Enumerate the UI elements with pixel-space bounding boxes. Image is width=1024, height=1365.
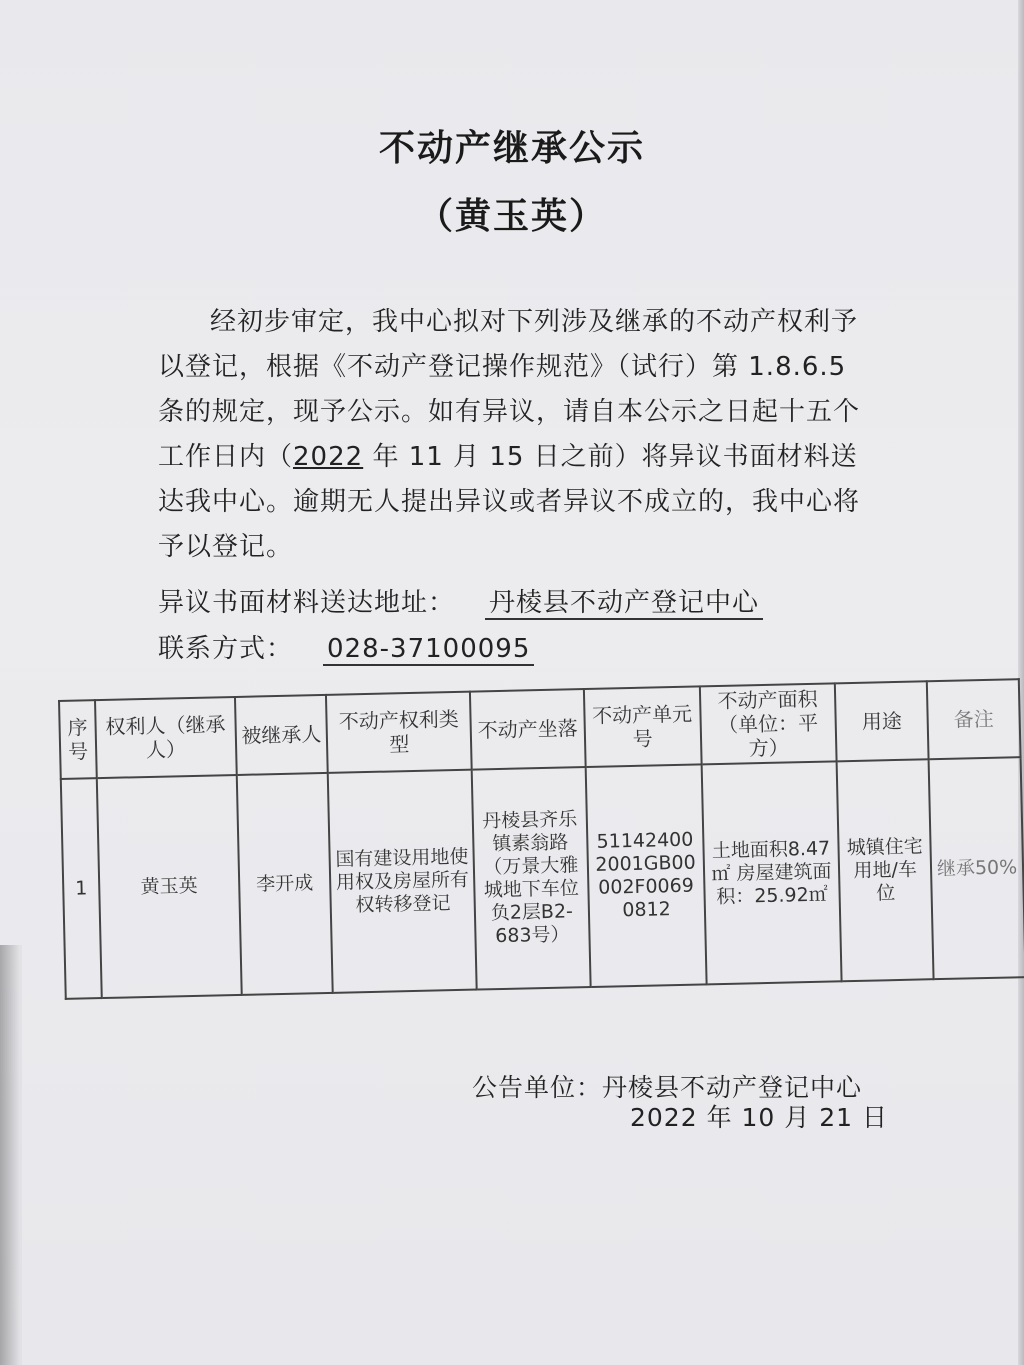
- paper-shadow: [0, 945, 22, 1365]
- notice-text-part2: 年 11 月 15 日之前）将异议书面材料送达我中心。逾期无人提出异议或者异议不成立的，我中心将予以登记。: [158, 442, 861, 562]
- cell-right-type: 国有建设用地使用权及房屋所有权转移登记: [328, 770, 477, 993]
- issuer-line: 公告单位：丹棱县不动产登记中心: [472, 1073, 863, 1102]
- notice-paragraph: [158, 300, 876, 570]
- table-row: [61, 757, 1024, 999]
- header-remark: 备注: [927, 679, 1021, 759]
- cell-decedent: 李开成: [236, 773, 333, 995]
- header-use: 用途: [835, 681, 929, 761]
- cell-unit-no: 511424002001GB00002F00690812: [585, 764, 706, 987]
- header-right-type: 不动产权利类型: [326, 692, 471, 773]
- inheritance-table: [58, 678, 1024, 1000]
- cell-use: 城镇住宅用地/车位: [837, 759, 934, 981]
- header-decedent: 被继承人: [235, 695, 329, 775]
- header-heir: 权利人（继承人）: [95, 697, 236, 778]
- cell-heir: 黄玉英: [97, 775, 242, 998]
- issue-date: 2022 年 10 月 21 日: [630, 1103, 888, 1132]
- contact-label: 联系方式：: [158, 634, 294, 664]
- address-label: 异议书面材料送达地址：: [158, 588, 456, 618]
- cell-remark: 继承50%: [929, 757, 1024, 979]
- cell-location: 丹棱县齐乐镇素翁路（万景大雅城地下车位负2层B2-683号）: [472, 767, 591, 990]
- header-unit-no: 不动产单元号: [584, 686, 701, 767]
- document-title: 不动产继承公示: [378, 127, 645, 169]
- inheritance-table-wrap: [58, 678, 1024, 1000]
- notice-text-part1: 经初步审定，我中心拟对下列涉及继承的不动产权利予以登记，根据《不动产登记操作规范》（试行）第 1.8.6.5 条的规定，现予公示。如有异议，请自本公示之日起十五个工作日内（: [158, 307, 861, 472]
- document-subtitle: （黄玉英）: [416, 195, 607, 237]
- contact-line: [158, 628, 534, 665]
- header-location: 不动产坐落: [470, 689, 586, 770]
- cell-no: 1: [61, 778, 102, 999]
- contact-value: 028-37100095: [323, 634, 534, 666]
- address-line: [158, 582, 763, 619]
- header-area: 不动产面积（单位：平方）: [699, 683, 836, 764]
- address-value: 丹棱县不动产登记中心: [485, 588, 763, 620]
- deadline-year: 2022: [293, 442, 364, 472]
- cell-area: 土地面积8.47㎡ 房屋建筑面积：25.92㎡: [701, 761, 842, 984]
- header-no: 序号: [59, 700, 97, 779]
